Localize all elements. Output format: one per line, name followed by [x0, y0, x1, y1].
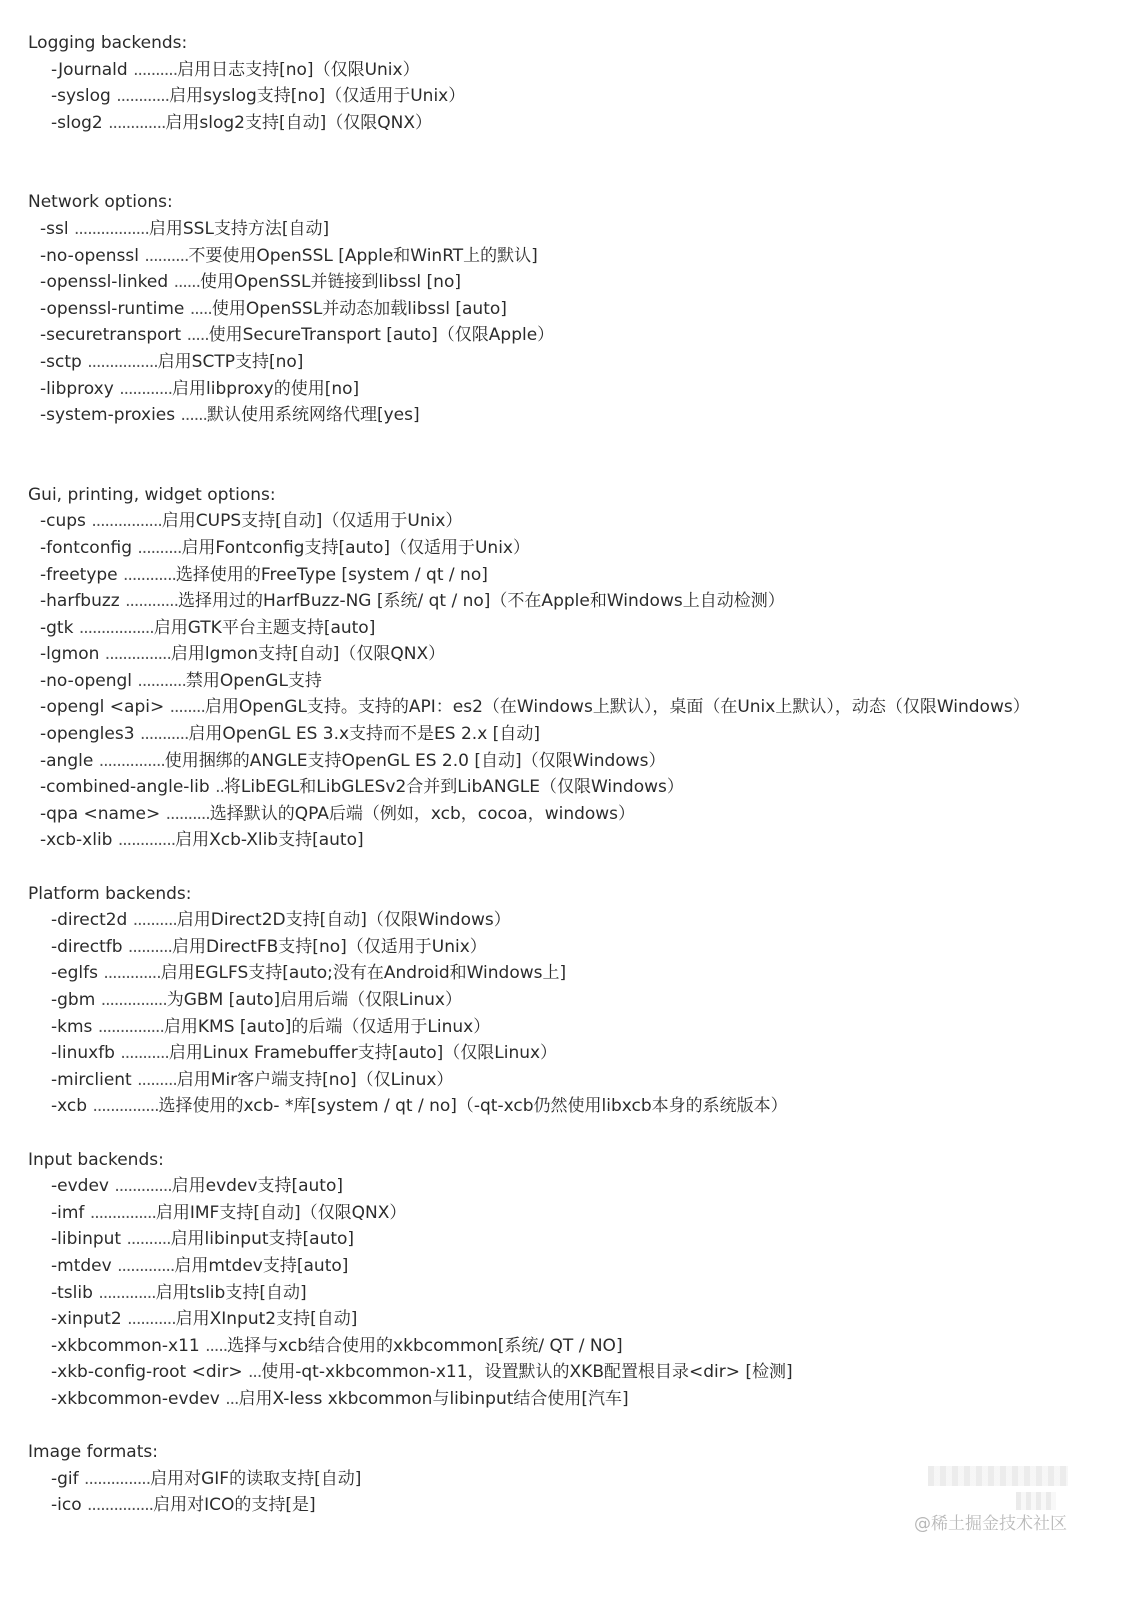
- option-leader-dots: ...............: [104, 644, 171, 665]
- option-line: [28, 322, 1108, 349]
- option-description: 启用SSL支持方法[自动]: [148, 218, 330, 239]
- option-line: [28, 668, 1108, 695]
- option-leader-dots: ............: [123, 564, 176, 585]
- option-name: -xkbcommon-x11: [51, 1335, 200, 1356]
- option-leader-dots: .....: [186, 325, 209, 346]
- option-description: 启用tslib支持[自动]: [155, 1282, 307, 1303]
- option-line: [28, 1014, 1108, 1041]
- option-description: 使用OpenSSL并动态加载libssl [auto]: [211, 298, 507, 319]
- option-name: -lgmon: [40, 644, 100, 665]
- option-leader-dots: .........: [137, 1069, 177, 1090]
- option-line: [28, 1226, 1108, 1253]
- option-name: -mirclient: [51, 1069, 132, 1090]
- section-input-backends: [28, 1147, 1108, 1413]
- option-line: [28, 641, 1108, 668]
- option-leader-dots: ...: [225, 1388, 239, 1409]
- option-leader-dots: ............: [125, 591, 178, 612]
- option-line: [28, 1067, 1108, 1094]
- option-leader-dots: ...............: [84, 1468, 151, 1489]
- option-description: 启用Xcb-Xlib支持[auto]: [175, 830, 364, 851]
- option-leader-dots: ...............: [89, 1202, 156, 1223]
- option-leader-dots: ...........: [139, 724, 189, 745]
- section-spacer: [28, 136, 1108, 189]
- option-name: -harfbuzz: [40, 591, 120, 612]
- option-description: 启用日志支持[no]（仅限Unix）: [177, 59, 420, 80]
- option-description: 使用OpenSSL并链接到libssl [no]: [200, 272, 461, 293]
- option-line: [28, 508, 1108, 535]
- section-spacer: [28, 429, 1108, 482]
- section-spacer: [28, 1120, 1108, 1147]
- option-name: -opengl <api>: [40, 697, 165, 718]
- option-name: -openssl-runtime: [40, 298, 185, 319]
- option-description: 启用evdev支持[auto]: [171, 1176, 343, 1197]
- option-description: 使用-qt-xkbcommon-x11，设置默认的XKB配置根目录<dir> [检测]: [261, 1362, 793, 1383]
- option-line: [28, 721, 1108, 748]
- option-name: -freetype: [40, 564, 118, 585]
- option-line: [28, 1306, 1108, 1333]
- option-leader-dots: ...............: [98, 750, 165, 771]
- option-description: 启用EGLFS支持[auto;没有在Android和Windows上]: [160, 963, 567, 984]
- option-leader-dots: .............: [117, 1255, 175, 1276]
- option-name: -tslib: [51, 1282, 93, 1303]
- option-line: [28, 774, 1108, 801]
- pixelated-watermark-blur: [1016, 1492, 1056, 1510]
- option-leader-dots: ........: [169, 697, 205, 718]
- option-description: 启用CUPS支持[自动]（仅适用于Unix）: [161, 511, 463, 532]
- option-line: [28, 1359, 1108, 1386]
- option-description: 启用OpenGL支持。支持的API：es2（在Windows上默认），桌面（在Unix上默认），动态（仅限Windows）: [204, 697, 1030, 718]
- option-description: 启用SCTP支持[no]: [157, 351, 304, 372]
- option-leader-dots: ..........: [126, 1229, 171, 1250]
- option-leader-dots: ............: [119, 378, 173, 399]
- option-line: [28, 1386, 1108, 1413]
- option-description: 启用mtdev支持[auto]: [174, 1255, 349, 1276]
- option-description: 选择默认的QPA后端（例如，xcb，cocoa，windows）: [209, 803, 636, 824]
- option-line: [28, 588, 1108, 615]
- option-line: [28, 1200, 1108, 1227]
- option-line: [28, 615, 1108, 642]
- option-line: [28, 1040, 1108, 1067]
- option-name: -evdev: [51, 1176, 109, 1197]
- option-name: -gif: [51, 1468, 79, 1489]
- option-line: [28, 402, 1108, 429]
- option-description: 为GBM [auto]启用后端（仅限Linux）: [166, 990, 462, 1010]
- option-leader-dots: .....: [189, 298, 212, 319]
- option-leader-dots: ..........: [144, 245, 189, 266]
- option-name: -mtdev: [51, 1255, 112, 1276]
- option-name: -Journald: [51, 59, 128, 80]
- option-line: [28, 827, 1108, 854]
- option-name: -kms: [51, 1016, 93, 1037]
- option-description: 使用捆绑的ANGLE支持OpenGL ES 2.0 [自动]（仅限Windows）: [164, 750, 666, 771]
- option-name: -eglfs: [51, 963, 98, 984]
- section-gui-printing-widget-options: [28, 482, 1108, 854]
- option-description: 不要使用OpenSSL [Apple和WinRT上的默认]: [188, 245, 538, 266]
- option-name: -xkbcommon-evdev: [51, 1388, 220, 1409]
- option-name: -angle: [40, 750, 94, 771]
- option-leader-dots: .....: [205, 1335, 228, 1356]
- option-description: 启用X-less xkbcommon与libinput结合使用[汽车]: [238, 1388, 629, 1409]
- option-description: 选择使用的xcb- *库[system / qt / no]（-qt-xcb仍然使用libxcb本身的系统版本）: [158, 1096, 788, 1117]
- option-name: -ico: [51, 1495, 82, 1516]
- option-leader-dots: ...............: [100, 990, 167, 1010]
- option-leader-dots: .................: [73, 218, 149, 239]
- section-spacer: [28, 854, 1108, 881]
- option-line: [28, 1333, 1108, 1360]
- option-leader-dots: ..........: [132, 910, 177, 931]
- section-title: Network options:: [28, 192, 173, 213]
- option-description: 启用DirectFB支持[no]（仅适用于Unix）: [171, 936, 487, 957]
- option-leader-dots: ..........: [165, 803, 210, 824]
- option-name: -openssl-linked: [40, 272, 169, 293]
- option-name: -system-proxies: [40, 405, 176, 426]
- option-name: -no-openssl: [40, 245, 139, 266]
- option-name: -libproxy: [40, 378, 114, 399]
- option-name: -gtk: [40, 617, 74, 638]
- watermark-text: @稀土掘金技术社区: [914, 1514, 1067, 1534]
- option-name: -sctp: [40, 351, 82, 372]
- option-description: 启用slog2支持[自动]（仅限QNX）: [165, 112, 432, 133]
- option-description: 选择使用的FreeType [system / qt / no]: [175, 564, 488, 585]
- option-description: 启用OpenGL ES 3.x支持而不是ES 2.x [自动]: [188, 724, 540, 745]
- section-network-options: [28, 189, 1108, 428]
- option-line: [28, 243, 1108, 270]
- option-description: 启用Linux Framebuffer支持[auto]（仅限Linux）: [168, 1043, 558, 1064]
- option-description: 使用SecureTransport [auto]（仅限Apple）: [208, 325, 555, 346]
- option-leader-dots: .................: [78, 617, 154, 638]
- option-name: -linuxfb: [51, 1043, 115, 1064]
- section-title: Platform backends:: [28, 883, 192, 904]
- option-line: [28, 57, 1108, 84]
- option-description: 启用lgmon支持[自动]（仅限QNX）: [170, 644, 446, 665]
- option-description: 启用libproxy的使用[no]: [172, 378, 360, 399]
- option-description: 禁用OpenGL支持: [185, 670, 322, 691]
- option-line: [28, 296, 1108, 323]
- option-name: -syslog: [51, 86, 111, 107]
- option-leader-dots: ...: [248, 1362, 262, 1383]
- option-name: -xinput2: [51, 1309, 122, 1330]
- option-description: 启用syslog支持[no]（仅适用于Unix）: [169, 86, 466, 107]
- option-line: [28, 934, 1108, 961]
- option-name: -qpa <name>: [40, 803, 161, 824]
- option-description: 启用libinput支持[auto]: [170, 1229, 355, 1250]
- option-leader-dots: ...............: [92, 1096, 159, 1117]
- section-logging-backends: [28, 30, 1108, 136]
- option-description: 启用GTK平台主题支持[auto]: [153, 617, 376, 638]
- option-name: -xkb-config-root <dir>: [51, 1362, 243, 1383]
- option-line: [28, 694, 1108, 721]
- section-title: Image formats:: [28, 1442, 158, 1463]
- option-line: [28, 960, 1108, 987]
- option-line: [28, 1253, 1108, 1280]
- option-line: [28, 987, 1108, 1014]
- option-leader-dots: ...........: [127, 1309, 176, 1330]
- option-leader-dots: ...........: [137, 670, 186, 691]
- option-description: 启用Mir客户端支持[no]（仅Linux）: [176, 1069, 454, 1090]
- option-line: [28, 349, 1108, 376]
- section-platform-backends: [28, 881, 1108, 1120]
- option-line: [28, 801, 1108, 828]
- option-leader-dots: ..: [215, 777, 224, 798]
- option-leader-dots: ..........: [133, 59, 178, 80]
- option-name: -xcb: [51, 1096, 88, 1117]
- option-leader-dots: .............: [114, 1176, 172, 1197]
- option-leader-dots: ................: [91, 511, 162, 532]
- option-description: 启用对GIF的读取支持[自动]: [150, 1468, 362, 1489]
- option-description: 选择用过的HarfBuzz-NG [系统/ qt / no]（不在Apple和Windows上自动检测）: [177, 591, 785, 612]
- option-description: 启用Direct2D支持[自动]（仅限Windows）: [176, 910, 511, 931]
- option-description: 启用IMF支持[自动]（仅限QNX）: [155, 1202, 407, 1223]
- option-name: -no-opengl: [40, 670, 133, 691]
- option-leader-dots: .............: [108, 112, 166, 133]
- option-line: [28, 1173, 1108, 1200]
- option-name: -opengles3: [40, 724, 135, 745]
- option-line: [28, 748, 1108, 775]
- option-name: -libinput: [51, 1229, 122, 1250]
- option-description: 选择与xcb结合使用的xkbcommon[系统/ QT / NO]: [227, 1335, 623, 1356]
- option-line: [28, 562, 1108, 589]
- option-leader-dots: ......: [173, 272, 200, 293]
- option-leader-dots: .............: [98, 1282, 156, 1303]
- option-line: [28, 1280, 1108, 1307]
- option-leader-dots: .............: [103, 963, 161, 984]
- option-line: [28, 83, 1108, 110]
- option-description: 默认使用系统网络代理[yes]: [206, 405, 420, 426]
- section-title: Gui, printing, widget options:: [28, 484, 276, 505]
- option-line: [28, 1093, 1108, 1120]
- option-line: [28, 269, 1108, 296]
- option-line: [28, 535, 1108, 562]
- option-leader-dots: ......: [180, 405, 207, 426]
- option-line: [28, 376, 1108, 403]
- option-leader-dots: ...........: [120, 1043, 169, 1064]
- option-line: [28, 216, 1108, 243]
- option-name: -gbm: [51, 990, 96, 1010]
- option-leader-dots: ...............: [97, 1016, 164, 1037]
- option-name: -fontconfig: [40, 537, 132, 558]
- option-name: -direct2d: [51, 910, 128, 931]
- option-description: 启用对ICO的支持[是]: [153, 1495, 316, 1516]
- option-leader-dots: ..........: [127, 936, 172, 957]
- section-spacer: [28, 1413, 1108, 1440]
- option-name: -imf: [51, 1202, 85, 1223]
- option-description: 启用XInput2支持[自动]: [175, 1309, 358, 1330]
- option-leader-dots: ..........: [137, 537, 182, 558]
- option-description: 启用Fontconfig支持[auto]（仅适用于Unix）: [181, 537, 530, 558]
- option-line: [28, 110, 1108, 137]
- option-name: -xcb-xlib: [40, 830, 113, 851]
- option-leader-dots: ................: [87, 351, 158, 372]
- option-leader-dots: ...............: [87, 1495, 154, 1516]
- option-name: -combined-angle-lib: [40, 777, 210, 798]
- section-title: Logging backends:: [28, 33, 188, 53]
- pixelated-watermark-blur: [928, 1466, 1068, 1486]
- option-description: 启用KMS [auto]的后端（仅适用于Linux）: [163, 1016, 491, 1037]
- document-body: [28, 30, 1108, 1519]
- section-title: Input backends:: [28, 1149, 164, 1170]
- option-name: -directfb: [51, 936, 123, 957]
- option-name: -ssl: [40, 218, 69, 239]
- option-name: -slog2: [51, 112, 103, 133]
- option-line: [28, 907, 1108, 934]
- option-name: -securetransport: [40, 325, 182, 346]
- option-description: 将LibEGL和LibGLESv2合并到LibANGLE（仅限Windows）: [223, 777, 684, 798]
- option-leader-dots: ............: [116, 86, 170, 107]
- option-name: -cups: [40, 511, 86, 532]
- option-leader-dots: .............: [117, 830, 176, 851]
